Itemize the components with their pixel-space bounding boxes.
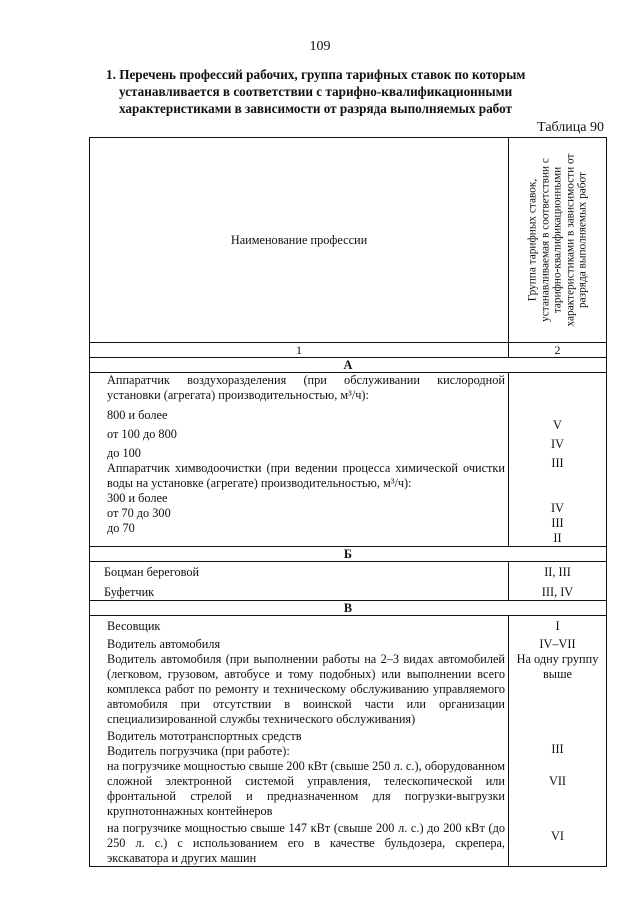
heading-line-2: устанавливается в соответствии с тарифно-квалификационными — [119, 84, 513, 99]
group-value: II — [553, 531, 562, 545]
group-value: V — [553, 418, 562, 432]
profession-sub: 300 и более — [107, 491, 168, 505]
profession-name: Аппаратчик воздухоразделения (при обслуживании кислородной установки (агрегата) производительностью, м³/ч): — [107, 373, 505, 402]
profession-sub: до 70 — [107, 521, 135, 535]
column-number-1: 1 — [90, 343, 509, 358]
page-number: 109 — [309, 39, 331, 54]
group-value: На одну группу — [516, 652, 599, 666]
group-value: IV–VII — [539, 637, 576, 651]
professions-table — [89, 137, 607, 867]
table-row — [90, 562, 607, 601]
group-value: III — [551, 742, 564, 756]
profession-name: Боцман береговой — [104, 565, 200, 579]
section-letter-b: Б — [90, 547, 607, 562]
profession-name: Водитель автомобиля — [107, 637, 221, 651]
profession-sub: от 100 до 800 — [107, 427, 177, 441]
profession-name: Буфетчик — [104, 585, 155, 599]
profession-cell — [90, 562, 509, 601]
column-header-tariff-group — [509, 138, 607, 343]
column-number-2: 2 — [509, 343, 607, 358]
profession-sub: на погрузчике мощностью свыше 147 кВт (свыше 200 л. с.) до 200 кВт (до 250 л. с.) с использованием его в качестве бульдозера, скрепера, экскаватора и других машин — [107, 821, 505, 865]
section-row — [90, 358, 607, 373]
group-value: выше — [543, 667, 572, 681]
profession-sub: от 70 до 300 — [107, 506, 171, 520]
profession-sub: до 100 — [107, 446, 141, 460]
group-cell — [509, 616, 607, 867]
group-cell — [509, 562, 607, 601]
profession-sub: 800 и более — [107, 408, 168, 422]
profession-cell — [90, 616, 509, 867]
section-row — [90, 547, 607, 562]
profession-name: Весовщик — [107, 619, 161, 633]
profession-name: Аппаратчик химводоочистки (при ведении процесса химической очистки воды на установке (агрегате) производительностью, м³/ч): — [107, 461, 505, 490]
profession-name: Водитель автомобиля (при выполнении работы на 2–3 видах автомобилей (легковом, грузовом, автобусе и тому подобных) или выполнении всего комплекса работ по ремонту и техническому обслуживанию управляемого автомобиля при отсутствии в воинской части или организации специализированной службы технического обслуживания) — [107, 652, 505, 726]
section-letter-a: А — [90, 358, 607, 373]
profession-cell — [90, 373, 509, 547]
group-value: III — [551, 516, 564, 530]
section-letter-v: В — [90, 601, 607, 616]
profession-sub: на погрузчике мощностью свыше 200 кВт (свыше 250 л. с.), оборудованном сложной электронной системой управления, телескопической или фронтальной стрелой и предназначенном для погрузки-выгрузки крупнотоннажных контейнеров — [107, 759, 505, 818]
profession-name: Водитель погрузчика (при работе): — [107, 744, 290, 758]
group-value: III, IV — [541, 585, 574, 599]
table-header-row — [90, 138, 607, 343]
document-heading — [106, 66, 596, 117]
group-cell — [509, 373, 607, 547]
heading-line-1: 1. Перечень профессий рабочих, группа тарифных ставок по которым — [106, 67, 526, 82]
column-number-row — [90, 343, 607, 358]
group-value: II, III — [544, 565, 571, 579]
group-value: VI — [551, 829, 564, 843]
profession-name: Водитель мототранспортных средств — [107, 729, 302, 743]
group-value: IV — [551, 437, 564, 451]
group-value: VII — [548, 774, 567, 788]
group-value: III — [551, 456, 564, 470]
heading-line-3: характеристиками в зависимости от разряда выполняемых работ — [119, 101, 513, 116]
table-row — [90, 373, 607, 547]
group-value: I — [555, 619, 560, 633]
table-row — [90, 616, 607, 867]
group-value: IV — [551, 501, 564, 515]
table-caption: Таблица 90 — [537, 120, 604, 135]
section-row — [90, 601, 607, 616]
tariff-group-header-text: Группа тарифных ставок, устанавливаемая в соответствии с тарифно-квалификационными характеристиками в зависимости от разряда выполняемых работ — [526, 153, 589, 327]
column-header-profession: Наименование профессии — [90, 138, 509, 343]
